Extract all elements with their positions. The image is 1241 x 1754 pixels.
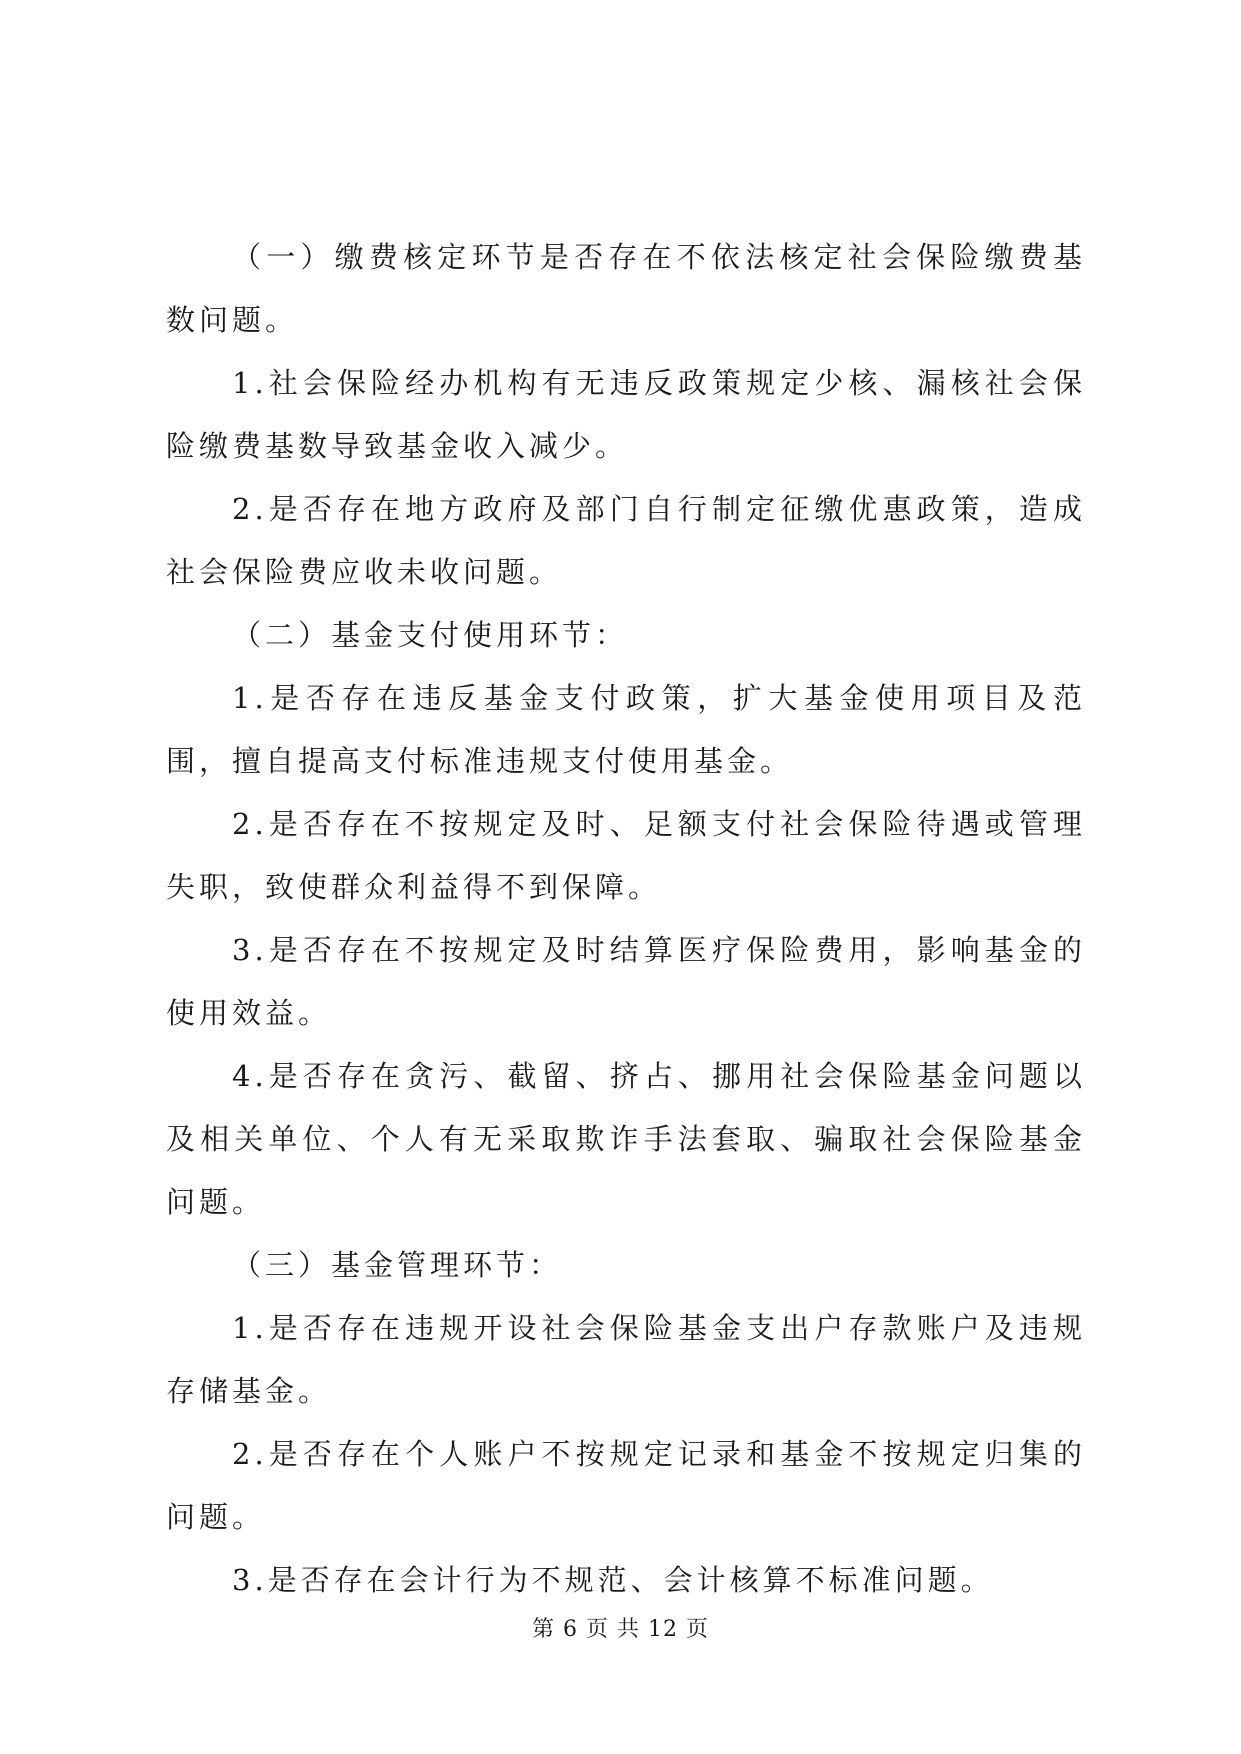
list-item: 2.是否存在不按规定及时、足额支付社会保险待遇或管理失职，致使群众利益得不到保障。	[166, 807, 1086, 904]
section-heading-3: （三）基金管理环节：	[232, 1248, 563, 1282]
section-heading-1: （一）缴费核定环节是否存在不依法核定社会保险缴费基数问题。	[166, 240, 1086, 337]
list-item: 2.是否存在个人账户不按规定记录和基金不按规定归集的问题。	[166, 1437, 1086, 1534]
list-item: 4.是否存在贪污、截留、挤占、挪用社会保险基金问题以及相关单位、个人有无采取欺诈手法套取、骗取社会保险基金问题。	[166, 1059, 1086, 1219]
list-item: 1.是否存在违规开设社会保险基金支出户存款账户及违规存储基金。	[166, 1311, 1086, 1408]
page-number-footer: 第 6 页 共 12 页	[532, 1617, 709, 1642]
document-body	[166, 226, 1086, 1612]
list-item: 3.是否存在会计行为不规范、会计核算不标准问题。	[232, 1563, 994, 1597]
section-heading-2: （二）基金支付使用环节：	[232, 618, 629, 652]
list-item: 3.是否存在不按规定及时结算医疗保险费用，影响基金的使用效益。	[166, 933, 1086, 1030]
list-item: 2.是否存在地方政府及部门自行制定征缴优惠政策，造成社会保险费应收未收问题。	[166, 492, 1086, 589]
list-item: 1.社会保险经办机构有无违反政策规定少核、漏核社会保险缴费基数导致基金收入减少。	[166, 366, 1086, 463]
list-item: 1.是否存在违反基金支付政策，扩大基金使用项目及范围，擅自提高支付标准违规支付使用基金。	[166, 681, 1086, 778]
